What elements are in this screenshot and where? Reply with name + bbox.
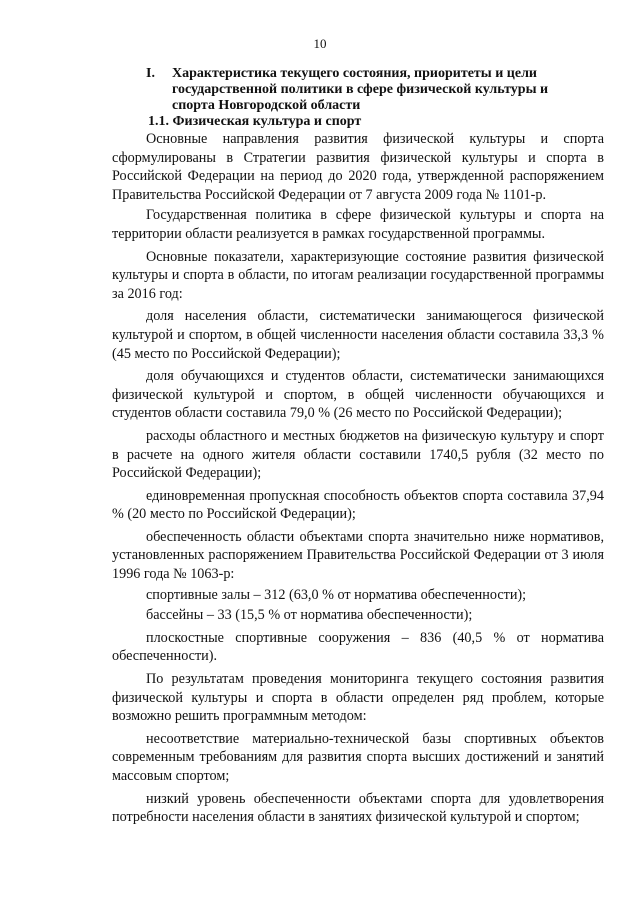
paragraph-sports-halls: спортивные залы – 312 (63,0 % от норматива обеспеченности); (146, 586, 527, 603)
paragraph-students-share: доля обучающихся и студентов области, систематически занимающихся физической культурой и спортом, в общей численности обучающихся и студентов области составила 79,0 % (26 место по Российской Федерации); (112, 368, 604, 422)
paragraph-provision: обеспеченность области объектами спорта значительно ниже нормативов, установленных распоряжением Правительства Российской Федерации от 3 июля 1996 года № 1063-р: (112, 528, 604, 583)
section-heading (146, 66, 586, 114)
paragraph-flat-facilities: плоскостные спортивные сооружения – 836 (40,5 % от норматива обеспеченности). (112, 629, 604, 665)
body-text (112, 130, 604, 829)
paragraph-population-share: доля населения области, систематически занимающегося физической культурой и спортом, в общей численности населения области составила 33,3 % (45 место по Российской Федерации); (112, 308, 604, 362)
page-number: 10 (313, 36, 327, 51)
paragraph-state-policy: Государственная политика в сфере физической культуры и спорта на территории области реализуется в рамках государственной программы. (112, 207, 604, 242)
paragraph-strategy: Основные направления развития физической культуры и спорта сформулированы в Стратегии развития физической культуры и спорта в Российской Федерации на период до 2020 года, утвержденной распоряжением Правительства Российской Федерации от 7 августа 2009 года № 1101-р. (112, 131, 604, 203)
paragraph-monitoring: По результатам проведения мониторинга текущего состояния развития физической культуры и спорта в области определен ряд проблем, которые возможно решить программным методом: (112, 671, 604, 725)
paragraph-low-provision: низкий уровень обеспеченности объектами спорта для удовлетворения потребности населения области в занятиях физической культурой и спортом; (112, 790, 604, 826)
paragraph-pools: бассейны – 33 (15,5 % от норматива обеспеченности); (146, 607, 473, 624)
paragraph-material-base: несоответствие материально-технической базы спортивных объектов современным требованиям для развития спорта высших достижений и занятий массовым спортом; (112, 730, 604, 784)
paragraph-budget-expenses: расходы областного и местных бюджетов на физическую культуру и спорт в расчете на одного жителя области составили 1740,5 рубля (32 место по Российской Федерации); (112, 427, 604, 482)
paragraph-indicators-intro: Основные показатели, характеризующие состояние развития физической культуры и спорта в области, по итогам реализации государственной программы за 2016 год: (112, 248, 604, 302)
paragraph-capacity: единовременная пропускная способность объектов спорта составила 37,94 % (20 место по Российской Федерации); (112, 487, 604, 523)
section-number: I. (146, 66, 155, 81)
section-title: Характеристика текущего состояния, приоритеты и цели государственной политики в сфере физической культуры и спорта Новгородской области (172, 66, 549, 113)
subsection-title: 1.1. Физическая культура и спорт (148, 114, 362, 129)
